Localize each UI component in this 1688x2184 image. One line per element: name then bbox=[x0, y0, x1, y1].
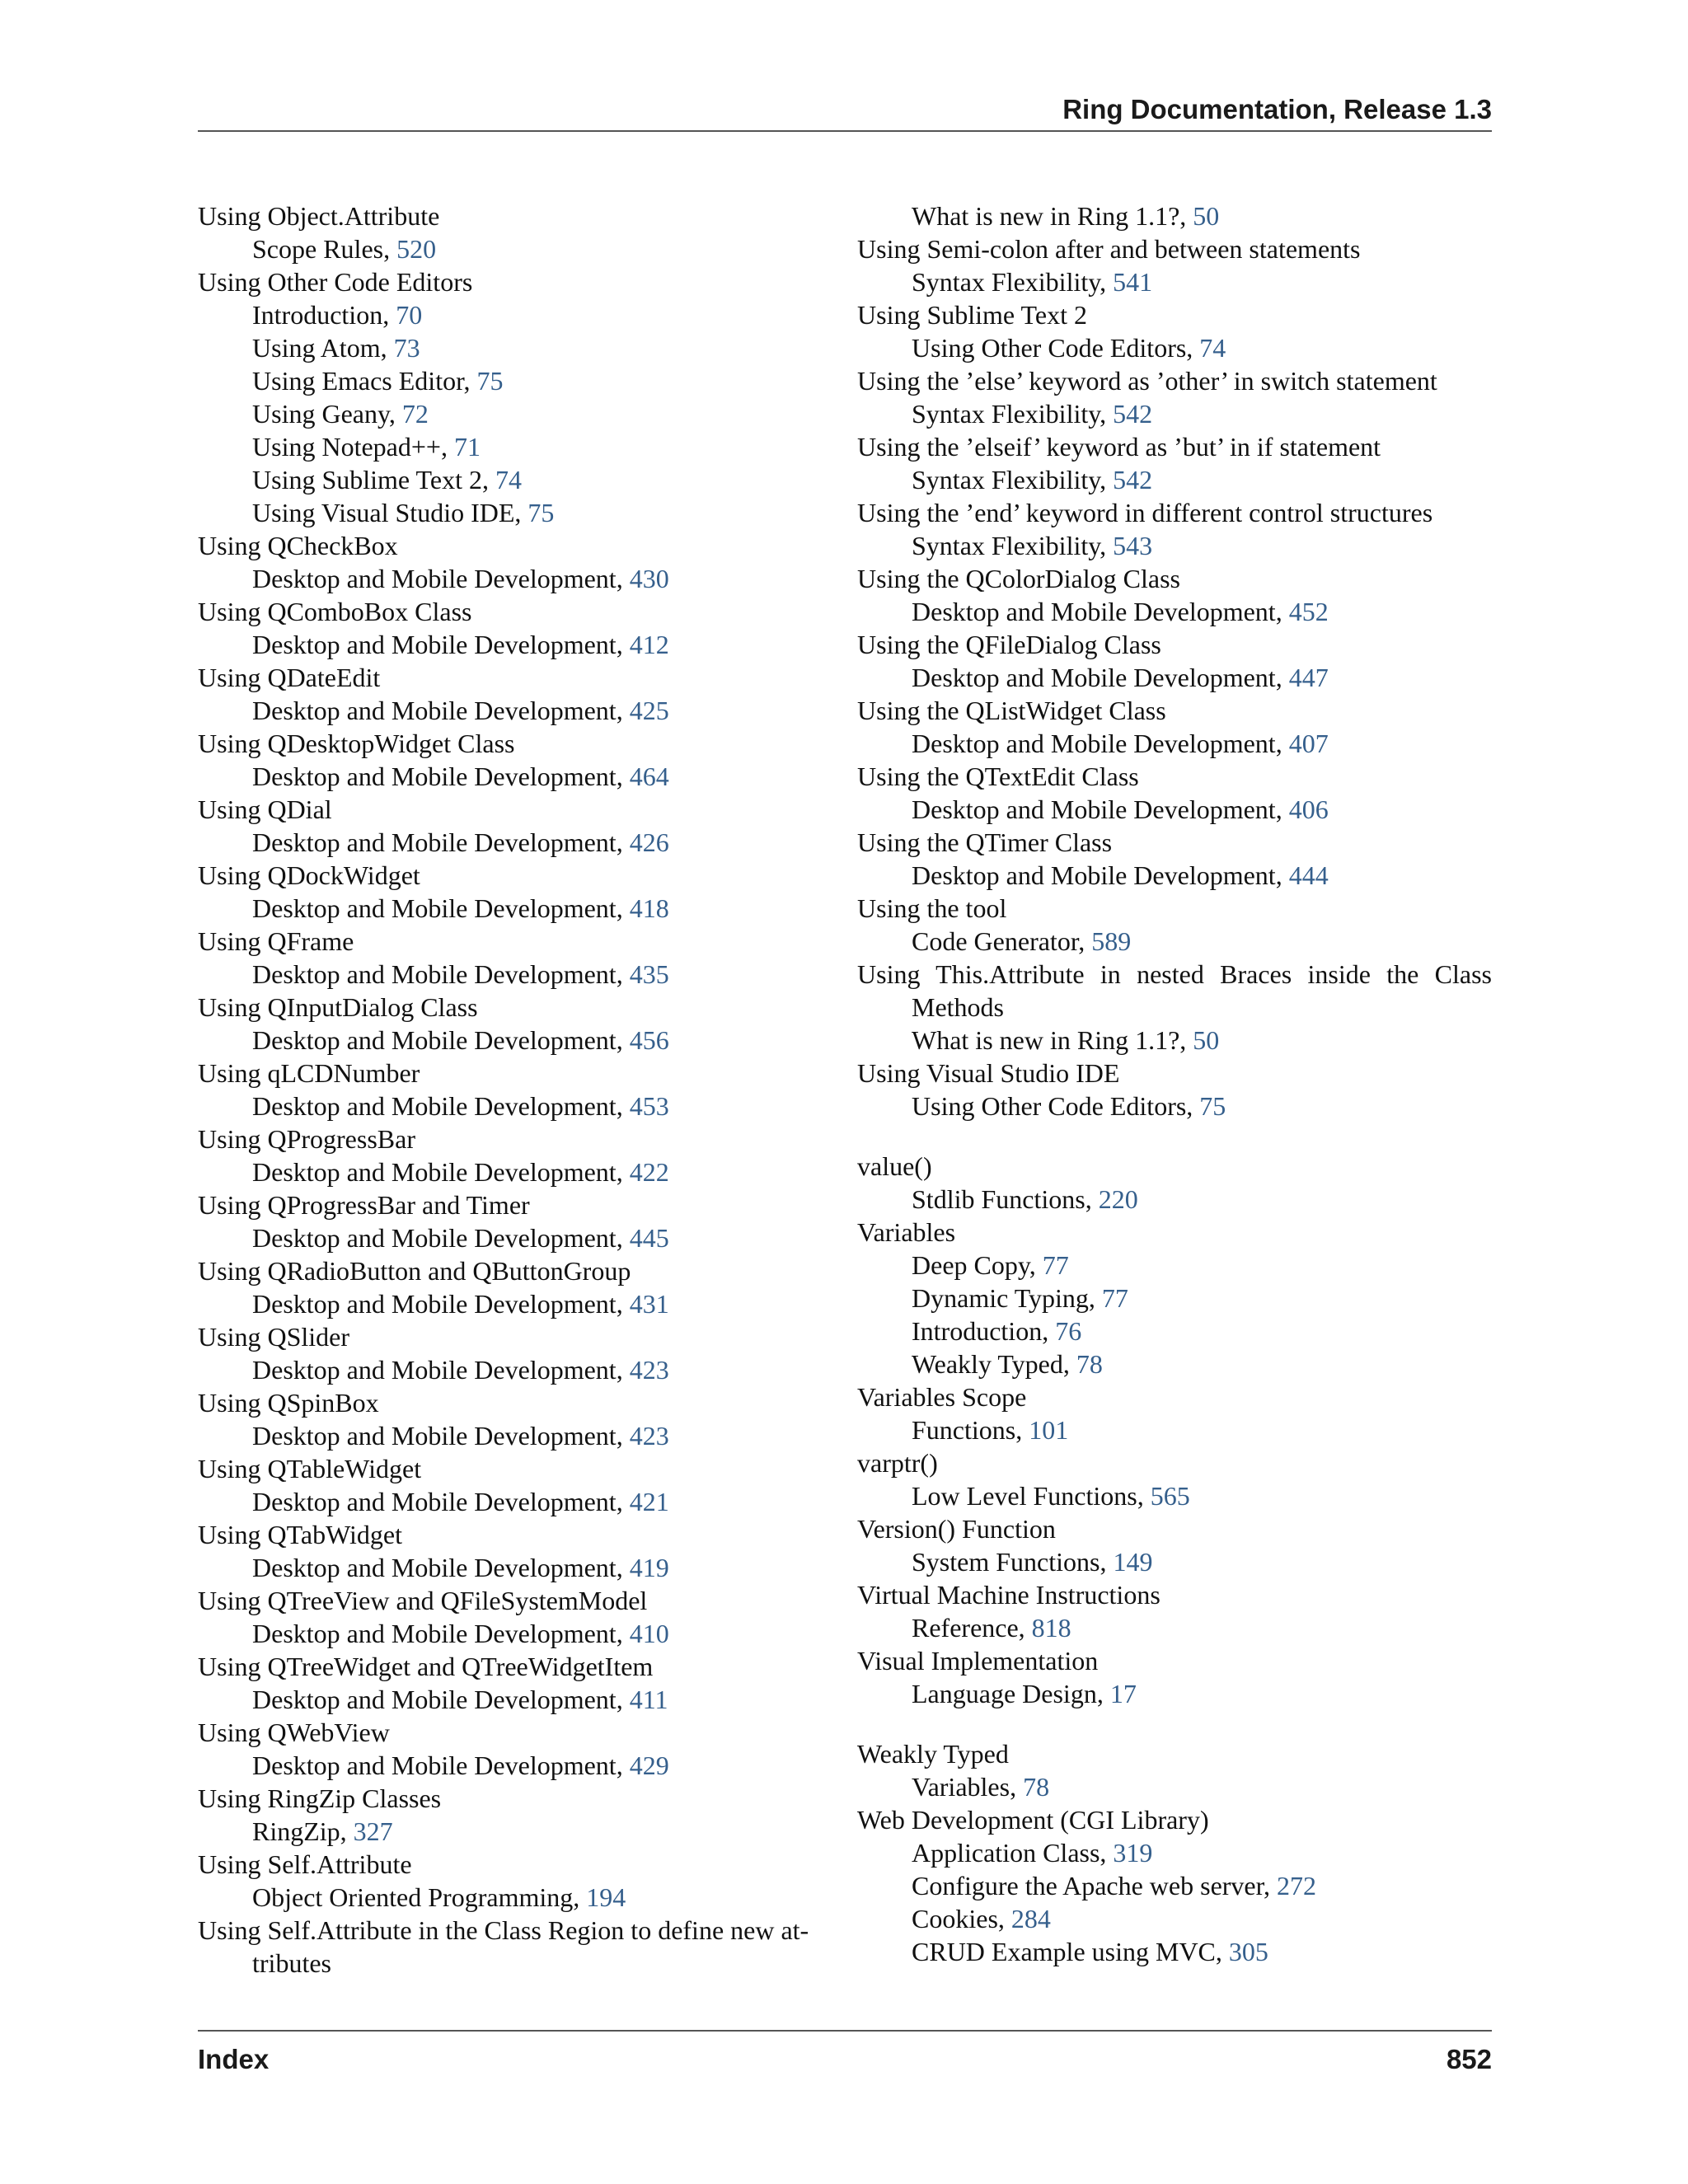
index-subentry bbox=[198, 1287, 832, 1320]
index-entry bbox=[857, 1150, 1492, 1216]
index-entry bbox=[857, 199, 1492, 232]
page-link[interactable]: 220 bbox=[1098, 1184, 1138, 1214]
index-term: Using Sublime Text 2 bbox=[857, 300, 1087, 330]
index-entry bbox=[198, 991, 832, 1057]
index-subentry bbox=[198, 1090, 832, 1122]
index-entry bbox=[857, 1644, 1492, 1710]
page-link[interactable]: 447 bbox=[1288, 663, 1329, 692]
index-subentry bbox=[857, 727, 1492, 760]
subentry-label: Desktop and Mobile Development, bbox=[252, 1157, 630, 1187]
index-term: Using QTableWidget bbox=[198, 1454, 422, 1483]
page-link[interactable]: 423 bbox=[629, 1421, 669, 1451]
page-link[interactable]: 425 bbox=[629, 696, 669, 725]
index-term: Using QProgressBar and Timer bbox=[198, 1190, 530, 1220]
page-link[interactable]: 76 bbox=[1055, 1316, 1082, 1346]
index-subentry bbox=[857, 1183, 1492, 1216]
index-entry bbox=[857, 628, 1492, 694]
index-subentry bbox=[857, 793, 1492, 826]
index-term: Using QComboBox Class bbox=[198, 597, 472, 626]
index-term: Web Development (CGI Library) bbox=[857, 1805, 1209, 1835]
page-link[interactable]: 272 bbox=[1277, 1871, 1316, 1900]
subentry-label: Desktop and Mobile Development, bbox=[912, 794, 1289, 824]
page-link[interactable]: 50 bbox=[1193, 201, 1220, 231]
index-column-left bbox=[198, 199, 832, 1980]
page-link[interactable]: 70 bbox=[396, 300, 423, 330]
page-link[interactable]: 73 bbox=[393, 333, 420, 363]
index-term: value() bbox=[857, 1151, 932, 1181]
index-entry bbox=[857, 1380, 1492, 1446]
subentry-label: Desktop and Mobile Development, bbox=[912, 597, 1289, 626]
index-subentry bbox=[198, 562, 832, 595]
subentry-label: Functions, bbox=[912, 1415, 1029, 1445]
index-subentry bbox=[198, 826, 832, 859]
subentry-label: Using Geany, bbox=[252, 399, 402, 429]
index-entry bbox=[857, 298, 1492, 364]
page-link[interactable]: 422 bbox=[629, 1157, 669, 1187]
subentry-label: RingZip, bbox=[252, 1816, 354, 1846]
index-subentry bbox=[857, 463, 1492, 496]
index-subentry bbox=[198, 628, 832, 661]
subentry-label: Desktop and Mobile Development, bbox=[252, 564, 630, 593]
subentry-label: Variables, bbox=[912, 1772, 1024, 1802]
page-link[interactable]: 71 bbox=[453, 432, 481, 462]
index-term: Using QWebView bbox=[198, 1718, 390, 1747]
page-link[interactable]: 456 bbox=[629, 1025, 669, 1055]
index-term: Using QProgressBar bbox=[198, 1124, 415, 1154]
index-subentry bbox=[857, 331, 1492, 364]
subentry-label: Desktop and Mobile Development, bbox=[252, 959, 630, 989]
index-entry bbox=[857, 760, 1492, 826]
subentry-label: Introduction, bbox=[912, 1316, 1056, 1346]
page-link[interactable]: 426 bbox=[629, 827, 669, 857]
subentry-label: Desktop and Mobile Development, bbox=[252, 1223, 630, 1253]
index-term: Using Semi-colon after and between statements bbox=[857, 234, 1361, 264]
page-link[interactable]: 464 bbox=[629, 762, 669, 791]
index-term: Using the QTimer Class bbox=[857, 827, 1113, 857]
index-subentry bbox=[857, 1770, 1492, 1803]
index-entry bbox=[857, 430, 1492, 496]
index-entry bbox=[198, 199, 832, 265]
index-subentry bbox=[857, 1479, 1492, 1512]
index-entry bbox=[198, 1518, 832, 1584]
index-subentry bbox=[857, 1315, 1492, 1347]
letter-group-gap bbox=[857, 1710, 1492, 1737]
subentry-label: Desktop and Mobile Development, bbox=[252, 1025, 630, 1055]
page-link[interactable]: 453 bbox=[629, 1091, 669, 1121]
subentry-label: Desktop and Mobile Development, bbox=[252, 696, 630, 725]
index-term: Using the QTextEdit Class bbox=[857, 762, 1139, 791]
index-subentry bbox=[198, 1749, 832, 1782]
index-entry bbox=[857, 694, 1492, 760]
page-link[interactable]: 445 bbox=[629, 1223, 669, 1253]
index-subentry bbox=[198, 1617, 832, 1650]
index-subentry bbox=[198, 1881, 832, 1914]
index-entry bbox=[198, 727, 832, 793]
subentry-label: Desktop and Mobile Development, bbox=[252, 1750, 630, 1780]
page-link[interactable]: 74 bbox=[1199, 333, 1226, 363]
subentry-label: What is new in Ring 1.1?, bbox=[912, 1025, 1193, 1055]
page-link[interactable]: 421 bbox=[629, 1487, 669, 1516]
index-subentry bbox=[857, 265, 1492, 298]
index-subentry bbox=[857, 661, 1492, 694]
index-term: Using the tool bbox=[857, 893, 1007, 923]
index-subentry bbox=[857, 859, 1492, 892]
subentry-label: Weakly Typed, bbox=[912, 1349, 1076, 1379]
index-subentry bbox=[198, 1683, 832, 1716]
page-link[interactable]: 418 bbox=[629, 893, 669, 923]
index-term: Visual Implementation bbox=[857, 1646, 1099, 1675]
index-entry bbox=[857, 1216, 1492, 1380]
index-subentry bbox=[857, 397, 1492, 430]
page-link[interactable]: 406 bbox=[1288, 794, 1329, 824]
document-title: Ring Documentation, Release 1.3 bbox=[1062, 94, 1492, 124]
index-term: Using QTreeView and QFileSystemModel bbox=[198, 1586, 648, 1615]
subentry-label: Using Visual Studio IDE, bbox=[252, 498, 528, 527]
index-term: Using the ’else’ keyword as ’other’ in switch statement bbox=[857, 366, 1437, 396]
subentry-label: System Functions, bbox=[912, 1547, 1114, 1577]
index-subentry bbox=[198, 1485, 832, 1518]
index-term: Variables bbox=[857, 1217, 956, 1247]
subentry-label: Code Generator, bbox=[912, 926, 1092, 956]
index-subentry bbox=[198, 331, 832, 364]
subentry-label: Reference, bbox=[912, 1613, 1032, 1643]
page-link[interactable]: 407 bbox=[1288, 729, 1329, 758]
index-entry bbox=[198, 1914, 832, 1980]
page-link[interactable]: 305 bbox=[1228, 1937, 1268, 1966]
index-subentry bbox=[198, 232, 832, 265]
subentry-label: Desktop and Mobile Development, bbox=[252, 827, 630, 857]
subentry-label: Desktop and Mobile Development, bbox=[252, 1487, 630, 1516]
subentry-label: Desktop and Mobile Development, bbox=[912, 663, 1289, 692]
index-subentry bbox=[857, 925, 1492, 958]
index-term: Using QRadioButton and QButtonGroup bbox=[198, 1256, 631, 1286]
page-link[interactable]: 75 bbox=[1199, 1091, 1226, 1121]
subentry-label: Desktop and Mobile Development, bbox=[912, 729, 1289, 758]
page-link[interactable]: 327 bbox=[353, 1816, 393, 1846]
index-entry bbox=[198, 595, 832, 661]
index-entry bbox=[857, 232, 1492, 298]
index-entry bbox=[198, 859, 832, 925]
index-term: Using the QListWidget Class bbox=[857, 696, 1166, 725]
index-entry bbox=[857, 1737, 1492, 1803]
index-term: Using the ’end’ keyword in different control structures bbox=[857, 498, 1433, 527]
index-entry bbox=[857, 1803, 1492, 1968]
index-subentry bbox=[198, 298, 832, 331]
subentry-label: Using Other Code Editors, bbox=[912, 1091, 1200, 1121]
index-subentry bbox=[857, 1024, 1492, 1057]
page-number: 852 bbox=[1446, 2044, 1492, 2074]
subentry-label: Introduction, bbox=[252, 300, 396, 330]
subentry-label: Deep Copy, bbox=[912, 1250, 1043, 1280]
subentry-label: Desktop and Mobile Development, bbox=[252, 1553, 630, 1582]
index-entry bbox=[857, 1446, 1492, 1512]
subentry-label: Configure the Apache web server, bbox=[912, 1871, 1277, 1900]
subentry-label: Desktop and Mobile Development, bbox=[912, 860, 1289, 890]
page-link[interactable]: 430 bbox=[629, 564, 669, 593]
page-link[interactable]: 412 bbox=[629, 630, 669, 659]
page-link[interactable]: 429 bbox=[629, 1750, 669, 1780]
index-subentry bbox=[198, 958, 832, 991]
index-subentry bbox=[857, 1347, 1492, 1380]
index-subentry bbox=[857, 1413, 1492, 1446]
index-term: Using Visual Studio IDE bbox=[857, 1058, 1120, 1088]
page-link[interactable]: 589 bbox=[1091, 926, 1132, 956]
index-entry bbox=[198, 265, 832, 529]
index-entry bbox=[857, 1578, 1492, 1644]
index-subentry bbox=[857, 199, 1492, 232]
subentry-label: Using Notepad++, bbox=[252, 432, 454, 462]
page-header bbox=[198, 93, 1492, 132]
index-entry bbox=[857, 1057, 1492, 1122]
index-term: Weakly Typed bbox=[857, 1739, 1009, 1769]
subentry-label: Object Oriented Programming, bbox=[252, 1882, 587, 1912]
index-term: Variables Scope bbox=[857, 1382, 1027, 1412]
subentry-label: Syntax Flexibility, bbox=[912, 465, 1114, 494]
subentry-label: Desktop and Mobile Development, bbox=[252, 1289, 630, 1319]
subentry-label: Application Class, bbox=[912, 1838, 1114, 1868]
index-entry bbox=[198, 1188, 832, 1254]
index-subentry bbox=[198, 430, 832, 463]
page-link[interactable]: 431 bbox=[629, 1289, 669, 1319]
index-subentry bbox=[857, 1902, 1492, 1935]
index-term: Using QDesktopWidget Class bbox=[198, 729, 515, 758]
page-link[interactable]: 542 bbox=[1113, 465, 1153, 494]
index-term: Using Self.Attribute in the Class Region to define new at-tributes bbox=[198, 1915, 809, 1978]
index-term: Using Object.Attribute bbox=[198, 201, 440, 231]
page-link[interactable]: 284 bbox=[1010, 1904, 1051, 1933]
index-entry bbox=[198, 1057, 832, 1122]
subentry-label: Dynamic Typing, bbox=[912, 1283, 1102, 1313]
index-term: Using Self.Attribute bbox=[198, 1849, 412, 1879]
subentry-label: Desktop and Mobile Development, bbox=[252, 1619, 630, 1648]
index-term: Using QDockWidget bbox=[198, 860, 420, 890]
index-term: Using qLCDNumber bbox=[198, 1058, 420, 1088]
index-term: Using the QFileDialog Class bbox=[857, 630, 1161, 659]
page-link[interactable]: 565 bbox=[1150, 1481, 1190, 1511]
subentry-label: Stdlib Functions, bbox=[912, 1184, 1099, 1214]
page-link[interactable]: 411 bbox=[629, 1685, 668, 1714]
index-entry bbox=[857, 958, 1492, 1057]
index-entry bbox=[198, 1716, 832, 1782]
index-entry bbox=[198, 793, 832, 859]
index-subentry bbox=[198, 1551, 832, 1584]
page-footer bbox=[198, 2030, 1492, 2074]
subentry-label: Using Other Code Editors, bbox=[912, 333, 1200, 363]
page-link[interactable]: 78 bbox=[1023, 1772, 1050, 1802]
index-entry bbox=[198, 1122, 832, 1188]
page-link[interactable]: 50 bbox=[1193, 1025, 1220, 1055]
subentry-label: What is new in Ring 1.1?, bbox=[912, 201, 1193, 231]
index-term: Using RingZip Classes bbox=[198, 1783, 442, 1813]
subentry-label: Syntax Flexibility, bbox=[912, 531, 1114, 560]
index-term: Using QInputDialog Class bbox=[198, 992, 478, 1022]
index-term: Using This.Attribute in nested Braces inside the Class Methods bbox=[857, 959, 1492, 1022]
page-link[interactable]: 542 bbox=[1113, 399, 1153, 429]
index-entry bbox=[198, 1782, 832, 1848]
subentry-label: CRUD Example using MVC, bbox=[912, 1937, 1229, 1966]
index-entry bbox=[198, 1584, 832, 1650]
index-subentry bbox=[857, 1677, 1492, 1710]
page-link[interactable]: 541 bbox=[1113, 267, 1153, 297]
index-term: Using QSpinBox bbox=[198, 1388, 379, 1418]
index-subentry bbox=[857, 1282, 1492, 1315]
index-subentry bbox=[198, 397, 832, 430]
page-link[interactable]: 77 bbox=[1042, 1250, 1069, 1280]
subentry-label: Desktop and Mobile Development, bbox=[252, 1685, 630, 1714]
subentry-label: Desktop and Mobile Development, bbox=[252, 1355, 630, 1385]
index-subentry bbox=[857, 529, 1492, 562]
index-entry bbox=[857, 892, 1492, 958]
index-term: Using QFrame bbox=[198, 926, 354, 956]
subentry-label: Cookies, bbox=[912, 1904, 1011, 1933]
index-subentry bbox=[198, 1221, 832, 1254]
page-link[interactable]: 149 bbox=[1113, 1547, 1153, 1577]
page-link[interactable]: 410 bbox=[629, 1619, 669, 1648]
index-subentry bbox=[857, 1249, 1492, 1282]
index-entry bbox=[857, 496, 1492, 562]
page-link[interactable]: 78 bbox=[1076, 1349, 1103, 1379]
index-subentry bbox=[857, 1611, 1492, 1644]
index-subentry bbox=[857, 595, 1492, 628]
index-subentry bbox=[198, 1024, 832, 1057]
index-term: Version() Function bbox=[857, 1514, 1056, 1544]
index-subentry bbox=[198, 364, 832, 397]
index-subentry bbox=[198, 463, 832, 496]
subentry-label: Desktop and Mobile Development, bbox=[252, 1091, 630, 1121]
subentry-label: Syntax Flexibility, bbox=[912, 399, 1114, 429]
index-entry bbox=[198, 1386, 832, 1452]
subentry-label: Desktop and Mobile Development, bbox=[252, 630, 630, 659]
index-entry bbox=[198, 1452, 832, 1518]
index-term: Using QDial bbox=[198, 794, 332, 824]
index-entry bbox=[198, 661, 832, 727]
index-subentry bbox=[857, 1090, 1492, 1122]
letter-group-gap bbox=[857, 1122, 1492, 1150]
page-link[interactable]: 520 bbox=[396, 234, 437, 264]
page-link[interactable]: 75 bbox=[528, 498, 555, 527]
index-subentry bbox=[198, 1155, 832, 1188]
subentry-label: Desktop and Mobile Development, bbox=[252, 762, 630, 791]
index-entry bbox=[198, 529, 832, 595]
index-subentry bbox=[857, 1545, 1492, 1578]
index-term: Using QDateEdit bbox=[198, 663, 381, 692]
page-link[interactable]: 444 bbox=[1288, 860, 1329, 890]
index-entry bbox=[857, 364, 1492, 430]
index-subentry bbox=[857, 1935, 1492, 1968]
index-subentry bbox=[198, 694, 832, 727]
subentry-label: Desktop and Mobile Development, bbox=[252, 1421, 630, 1451]
index-term: Using Other Code Editors bbox=[198, 267, 473, 297]
index-entry bbox=[857, 562, 1492, 628]
index-term: Using QTreeWidget and QTreeWidgetItem bbox=[198, 1652, 654, 1681]
index-subentry bbox=[198, 1419, 832, 1452]
page-link[interactable]: 72 bbox=[401, 399, 429, 429]
index-subentry bbox=[198, 1353, 832, 1386]
page-link[interactable]: 17 bbox=[1109, 1679, 1137, 1708]
index-term: Using the QColorDialog Class bbox=[857, 564, 1180, 593]
index-subentry bbox=[857, 1869, 1492, 1902]
page-link[interactable]: 435 bbox=[629, 959, 669, 989]
page-link[interactable]: 452 bbox=[1288, 597, 1329, 626]
subentry-label: Syntax Flexibility, bbox=[912, 267, 1114, 297]
index-subentry bbox=[857, 1836, 1492, 1869]
subentry-label: Using Sublime Text 2, bbox=[252, 465, 495, 494]
index-term: Using the ’elseif’ keyword as ’but’ in if statement bbox=[857, 432, 1381, 462]
index-entry bbox=[198, 1254, 832, 1320]
index-subentry bbox=[198, 892, 832, 925]
subentry-label: Low Level Functions, bbox=[912, 1481, 1151, 1511]
index-entry bbox=[198, 1848, 832, 1914]
footer-section: Index bbox=[198, 2044, 270, 2074]
page-link[interactable]: 419 bbox=[629, 1553, 669, 1582]
page-link[interactable]: 818 bbox=[1031, 1613, 1071, 1643]
index-term: Using QCheckBox bbox=[198, 531, 398, 560]
index-entry bbox=[198, 1650, 832, 1716]
page-link[interactable]: 101 bbox=[1029, 1415, 1069, 1445]
index-subentry bbox=[198, 760, 832, 793]
index-term: Using QTabWidget bbox=[198, 1520, 402, 1549]
index-entry bbox=[198, 925, 832, 991]
subentry-label: Using Atom, bbox=[252, 333, 394, 363]
subentry-label: Language Design, bbox=[912, 1679, 1110, 1708]
page-link[interactable]: 319 bbox=[1113, 1838, 1153, 1868]
page-link[interactable]: 75 bbox=[476, 366, 504, 396]
page-link[interactable]: 423 bbox=[629, 1355, 669, 1385]
page-link[interactable]: 194 bbox=[586, 1882, 626, 1912]
index-subentry bbox=[198, 496, 832, 529]
index-term: varptr() bbox=[857, 1448, 938, 1478]
index-entry bbox=[198, 1320, 832, 1386]
index-column-right bbox=[857, 199, 1492, 1968]
index-subentry bbox=[198, 1815, 832, 1848]
subentry-label: Desktop and Mobile Development, bbox=[252, 893, 630, 923]
subentry-label: Using Emacs Editor, bbox=[252, 366, 477, 396]
index-entry bbox=[857, 826, 1492, 892]
subentry-label: Scope Rules, bbox=[252, 234, 397, 264]
index-term: Using QSlider bbox=[198, 1322, 349, 1352]
index-entry bbox=[857, 1512, 1492, 1578]
page-link[interactable]: 74 bbox=[495, 465, 522, 494]
index-term: Virtual Machine Instructions bbox=[857, 1580, 1160, 1610]
page-link[interactable]: 543 bbox=[1113, 531, 1153, 560]
page-link[interactable]: 77 bbox=[1101, 1283, 1128, 1313]
